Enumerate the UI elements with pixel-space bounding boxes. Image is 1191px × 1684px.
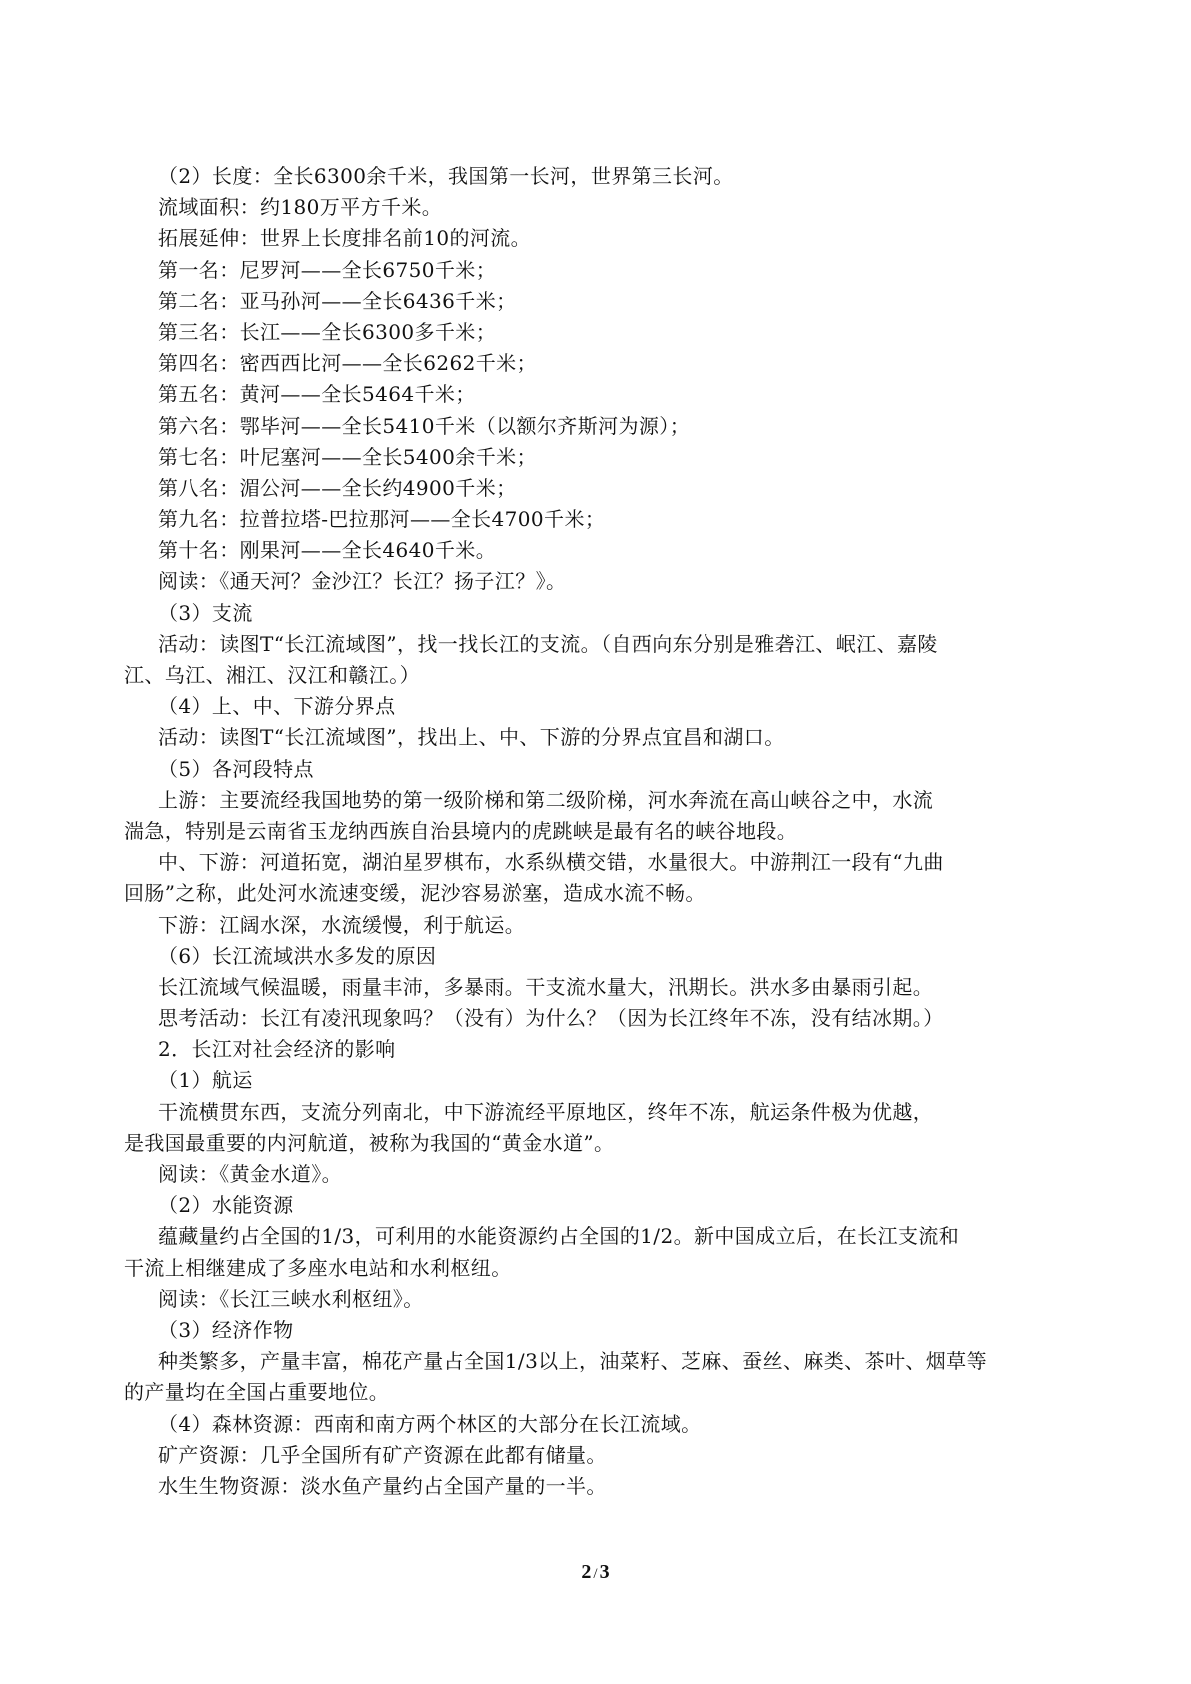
- text-line: 干流上相继建成了多座水电站和水利枢纽。: [124, 1255, 512, 1280]
- text-line: 矿产资源：几乎全国所有矿产资源在此都有储量。: [158, 1442, 607, 1467]
- text-line: 第九名：拉普拉塔-巴拉那河——全长4700千米；: [158, 507, 606, 532]
- text-line: 江、乌江、湘江、汉江和赣江。）: [124, 663, 420, 687]
- text-line: 第十名：刚果河——全长4640千米。: [158, 538, 497, 563]
- page-separator: /: [593, 1566, 598, 1582]
- text-line: （5）各河段特点: [158, 756, 314, 781]
- text-line: （3）支流: [158, 600, 253, 625]
- text-line: 阅读：《长江三峡水利枢纽》。: [158, 1286, 424, 1311]
- text-line: 上游：主要流经我国地势的第一级阶梯和第二级阶梯，河水奔流在高山峡谷之中，水流: [158, 787, 934, 812]
- text-line: （3）经济作物: [158, 1317, 294, 1342]
- text-line: （2）水能资源: [158, 1193, 294, 1218]
- text-line: （2）长度：全长6300余千米，我国第一长河，世界第三长河。: [158, 164, 734, 188]
- text-line: 蕴藏量约占全国的1/3，可利用的水能资源约占全国的1/2。新中国成立后，在长江支流和: [158, 1224, 960, 1249]
- text-line: 第八名：湄公河——全长约4900千米；: [158, 475, 517, 500]
- text-line: （4）森林资源：西南和南方两个林区的大部分在长江流域。: [158, 1411, 702, 1436]
- text-line: 长江流域气候温暖，雨量丰沛，多暴雨。干支流水量大，汛期长。洪水多由暴雨引起。: [158, 974, 934, 999]
- text-line: 湍急，特别是云南省玉龙纳西族自治县境内的虎跳峡是最有名的峡谷地段。: [124, 818, 798, 843]
- text-line: 思考活动：长江有凌汛现象吗？（没有）为什么？（因为长江终年不冻，没有结冰期。）: [158, 1006, 944, 1031]
- text-line: 第四名：密西西比河——全长6262千米；: [158, 351, 537, 376]
- total-pages: 3: [599, 1561, 610, 1583]
- text-line: （4）上、中、下游分界点: [158, 694, 396, 719]
- text-line: 回肠”之称，此处河水流速变缓，泥沙容易淤塞，造成水流不畅。: [124, 881, 706, 906]
- text-line: 第六名：鄂毕河——全长5410千米（以额尔齐斯河为源）；: [158, 413, 691, 438]
- text-line: 2．长江对社会经济的影响: [158, 1037, 396, 1062]
- text-line: 中、下游：河道拓宽，湖泊星罗棋布，水系纵横交错，水量很大。中游荆江一段有“九曲: [158, 850, 944, 875]
- text-line: 第三名：长江——全长6300多千米；: [158, 319, 497, 344]
- text-line: 流域面积：约180万平方千米。: [158, 195, 443, 220]
- text-line: 活动：读图T“长江流域图”，找一找长江的支流。（自西向东分别是雅砻江、岷江、嘉陵: [158, 631, 938, 656]
- text-line: 干流横贯东西，支流分列南北，中下游流经平原地区，终年不冻，航运条件极为优越，: [158, 1099, 934, 1124]
- body-text: [124, 161, 1084, 1502]
- text-line: 是我国最重要的内河航道，被称为我国的“黄金水道”。: [124, 1130, 615, 1155]
- text-line: 下游：江阔水深，水流缓慢，利于航运。: [158, 912, 526, 937]
- text-line: （1）航运: [158, 1068, 253, 1093]
- text-line: 第一名：尼罗河——全长6750千米；: [158, 257, 497, 282]
- text-line: 活动：读图T“长江流域图”，找出上、中、下游的分界点宜昌和湖口。: [158, 725, 785, 750]
- text-line: （6）长江流域洪水多发的原因: [158, 943, 437, 968]
- text-line: 水生生物资源：淡水鱼产量约占全国产量的一半。: [158, 1473, 607, 1498]
- text-line: 的产量均在全国占重要地位。: [124, 1380, 390, 1405]
- text-line: 种类繁多，产量丰富，棉花产量占全国1/3以上，油菜籽、芝麻、蚕丝、麻类、茶叶、烟草等: [158, 1349, 987, 1374]
- text-line: 拓展延伸：世界上长度排名前10的河流。: [158, 226, 532, 251]
- text-line: 阅读：《黄金水道》。: [158, 1162, 342, 1186]
- current-page: 2: [581, 1561, 592, 1583]
- text-line: 第五名：黄河——全长5464千米；: [158, 382, 476, 407]
- text-line: 阅读：《通天河？金沙江？长江？扬子江？》。: [158, 569, 567, 594]
- text-line: 第七名：叶尼塞河——全长5400余千米；: [158, 444, 537, 469]
- page-number: [0, 1560, 1191, 1586]
- text-line: 第二名：亚马孙河——全长6436千米；: [158, 288, 517, 313]
